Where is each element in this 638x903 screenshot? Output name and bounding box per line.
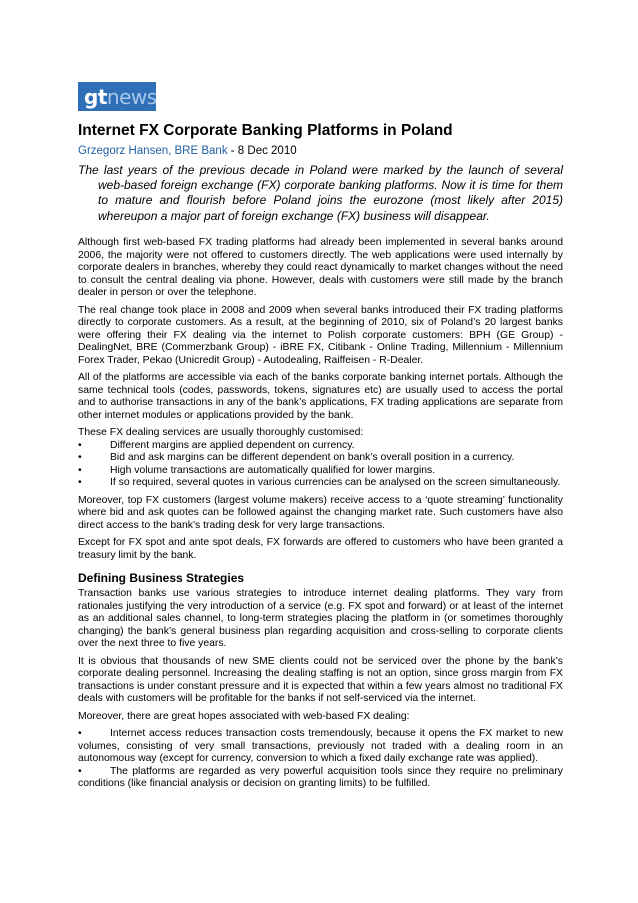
section-heading: Defining Business Strategies	[78, 571, 245, 585]
list-item-text: High volume transactions are automatically qualified for lower margins.	[110, 464, 436, 476]
gtnews-logo[interactable]	[78, 82, 156, 111]
list-item-text: Bid and ask margins can be different dependent on bank’s overall position in a currency.	[110, 452, 515, 463]
bullet-marker: •	[78, 464, 82, 476]
paragraph-3: All of the platforms are accessible via each of the banks corporate banking internet portals. Although the same technical tools (codes, passwords, tokens, signatures etc) are usually used to access the portal and to authorise transactions in any of the bank’s applications, FX trading applications are separate from other internet modules or applications provided by the bank.	[78, 372, 563, 421]
list-item	[78, 440, 563, 453]
list-item	[78, 477, 563, 490]
bullet-marker: •	[78, 439, 82, 451]
article-title: Internet FX Corporate Banking Platforms in Poland	[78, 122, 453, 139]
paragraph-4: These FX dealing services are usually thoroughly customised:	[78, 427, 364, 438]
article-date: - 8 Dec 2010	[227, 145, 297, 157]
bullet-marker: •	[78, 477, 82, 488]
list-item-text: If so required, several quotes in various currencies can be analysed on the screen simultaneously.	[110, 477, 561, 488]
list-item	[78, 452, 563, 465]
paragraph-8: It is obvious that thousands of new SME clients could not be serviced over the phone by the bank’s corporate dealing personnel. Increasing the dealing staffing is not an option, since gross margin from FX transactions is under constant pressure and it is expected that within a few years almost no traditional FX deals with customers will be profitable for the banks if not self-serviced via the internet.	[78, 655, 563, 704]
logo-part-gt: gt	[84, 84, 107, 109]
article-intro: The last years of the previous decade in Poland were marked by the launch of several web-based foreign exchange (FX) corporate banking platforms. Now it is time for them to mature and flourish before Poland joins the eurozone (most likely after 2015) whereupon a major part of foreign exchange (FX) business will disappear.	[78, 163, 563, 223]
paragraph-1: Although first web-based FX trading platforms had already been implemented in several banks around 2006, the majority were not offered to customers directly. The web applications were used internally by corporate dealers in branches, whereby they could react dynamically to market changes without the need to consult the central dealing via phone. However, deals with customers were still made by the branch dealer in person or over the telephone.	[78, 237, 563, 298]
bullet-marker: •	[78, 728, 82, 739]
list-item	[78, 766, 563, 791]
logo-wordmark	[84, 84, 157, 109]
list-item	[78, 728, 563, 766]
bullet-marker: •	[78, 765, 82, 777]
logo-part-news: news	[106, 84, 157, 109]
article-byline	[78, 144, 297, 159]
list-item	[78, 465, 563, 478]
article-body	[78, 237, 563, 796]
paragraph-6: Except for FX spot and ante spot deals, FX forwards are offered to customers who have been granted a treasury limit by the bank.	[78, 537, 563, 561]
paragraph-7: Transaction banks use various strategies to introduce internet dealing platforms. They vary from rationales justifying the very introduction of a service (e.g. FX spot and forward) or at least of the internet as an additional sales channel, to long-term strategies placing the platform in (or sometimes thoroughly changing) the bank’s general business plan regarding acquisition and cross-selling to corporate clients over the next three to five years.	[78, 588, 563, 649]
paragraph-5: Moreover, top FX customers (largest volume makers) receive access to a ‘quote streaming’ functionality where bid and ask quotes can be followed against the changing market rate. Such customers have also direct access to the bank’s trading desk for very large transactions.	[78, 494, 563, 531]
author-link[interactable]: Grzegorz Hansen, BRE Bank	[78, 145, 228, 157]
list-item-text: The platforms are regarded as very powerful acquisition tools since they require no preliminary conditions (like financial analysis or decision on granting limits) to be fulfilled.	[78, 765, 563, 789]
list-item-text: Internet access reduces transaction costs tremendously, because it opens the FX market to new volumes, consisting of very small transactions, previously not traded with a dealing room in an autonomous way (except for currency, conversion to which a fixed daily exchange rate was applied).	[78, 728, 563, 764]
paragraph-2: The real change took place in 2008 and 2009 when several banks introduced their FX trading platforms directly to corporate customers. As a result, at the beginning of 2010, six of Poland’s 20 largest banks were offering their FX dealing via the internet to Polish corporate customers: BPH (GE Group) - DealingNet, BRE (Commerzbank Group) - iBRE FX, Citibank - Online Trading, Millennium - Millennium Forex Trader, Pekao (Unicredit Group) - Autodealing, Raiffeisen - R-Dealer.	[78, 304, 563, 366]
list-item-text: Different margins are applied dependent on currency.	[110, 439, 355, 451]
bullet-marker: •	[78, 452, 82, 463]
paragraph-9: Moreover, there are great hopes associated with web-based FX dealing:	[78, 710, 410, 722]
